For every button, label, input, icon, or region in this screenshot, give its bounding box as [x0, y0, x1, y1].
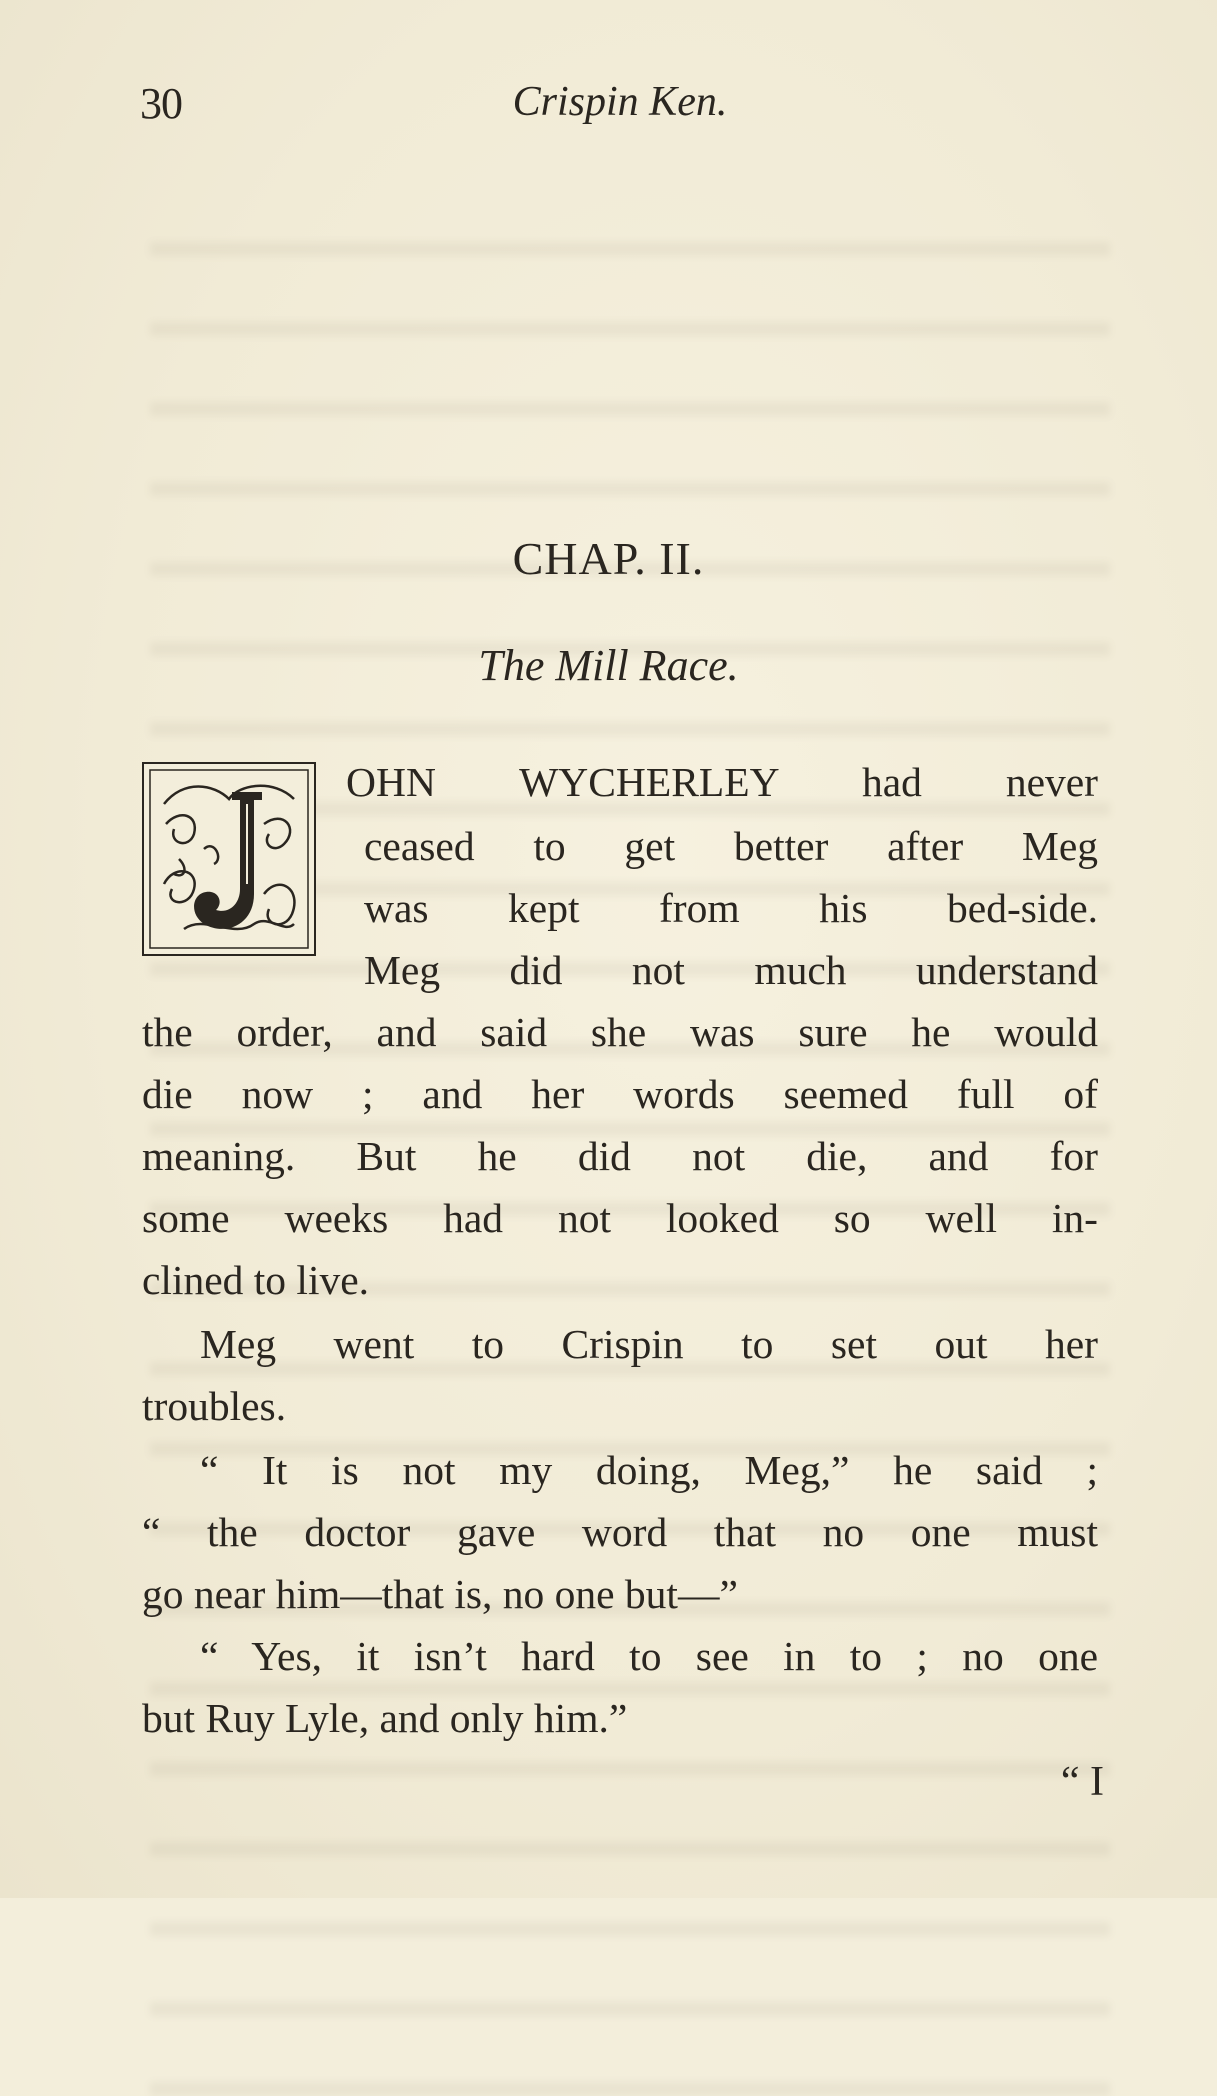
text-line: was kept from his bed-side.	[364, 885, 1098, 931]
page-number: 30	[140, 79, 182, 128]
running-title: Crispin Ken.	[512, 79, 728, 125]
dropcap-ornament	[144, 764, 314, 954]
text-line: ceased to get better after Meg	[364, 823, 1098, 869]
text-line: meaning. But he did not die, and for	[142, 1133, 1098, 1179]
text-line: but Ruy Lyle, and only him.”	[142, 1695, 628, 1741]
text-line: die now ; and her words seemed full of	[142, 1071, 1098, 1117]
text-line: Meg did not much understand	[364, 947, 1098, 993]
text-line: “ the doctor gave word that no one must	[142, 1509, 1098, 1555]
text-line: troubles.	[142, 1383, 287, 1429]
text-line: go near him—that is, no one but—”	[142, 1571, 738, 1617]
text-line: “ It is not my doing, Meg,” he said ;	[200, 1447, 1098, 1493]
running-header	[140, 78, 1100, 148]
text-line: some weeks had not looked so well in-	[142, 1195, 1098, 1241]
text-line: Meg went to Crispin to set out her	[200, 1321, 1098, 1367]
chapter-heading: CHAP. II.	[512, 533, 705, 584]
text-line: “ Yes, it isn’t hard to see in to ; no one	[200, 1633, 1098, 1679]
chapter-title: The Mill Race.	[478, 641, 739, 690]
text-line: the order, and said she was sure he would	[142, 1009, 1098, 1055]
text-line: clined to live.	[142, 1257, 370, 1303]
text-line: OHN WYCHERLEY had never	[346, 759, 1098, 805]
ornamental-dropcap-icon	[142, 762, 316, 956]
catchword: “ I	[1060, 1759, 1104, 1805]
